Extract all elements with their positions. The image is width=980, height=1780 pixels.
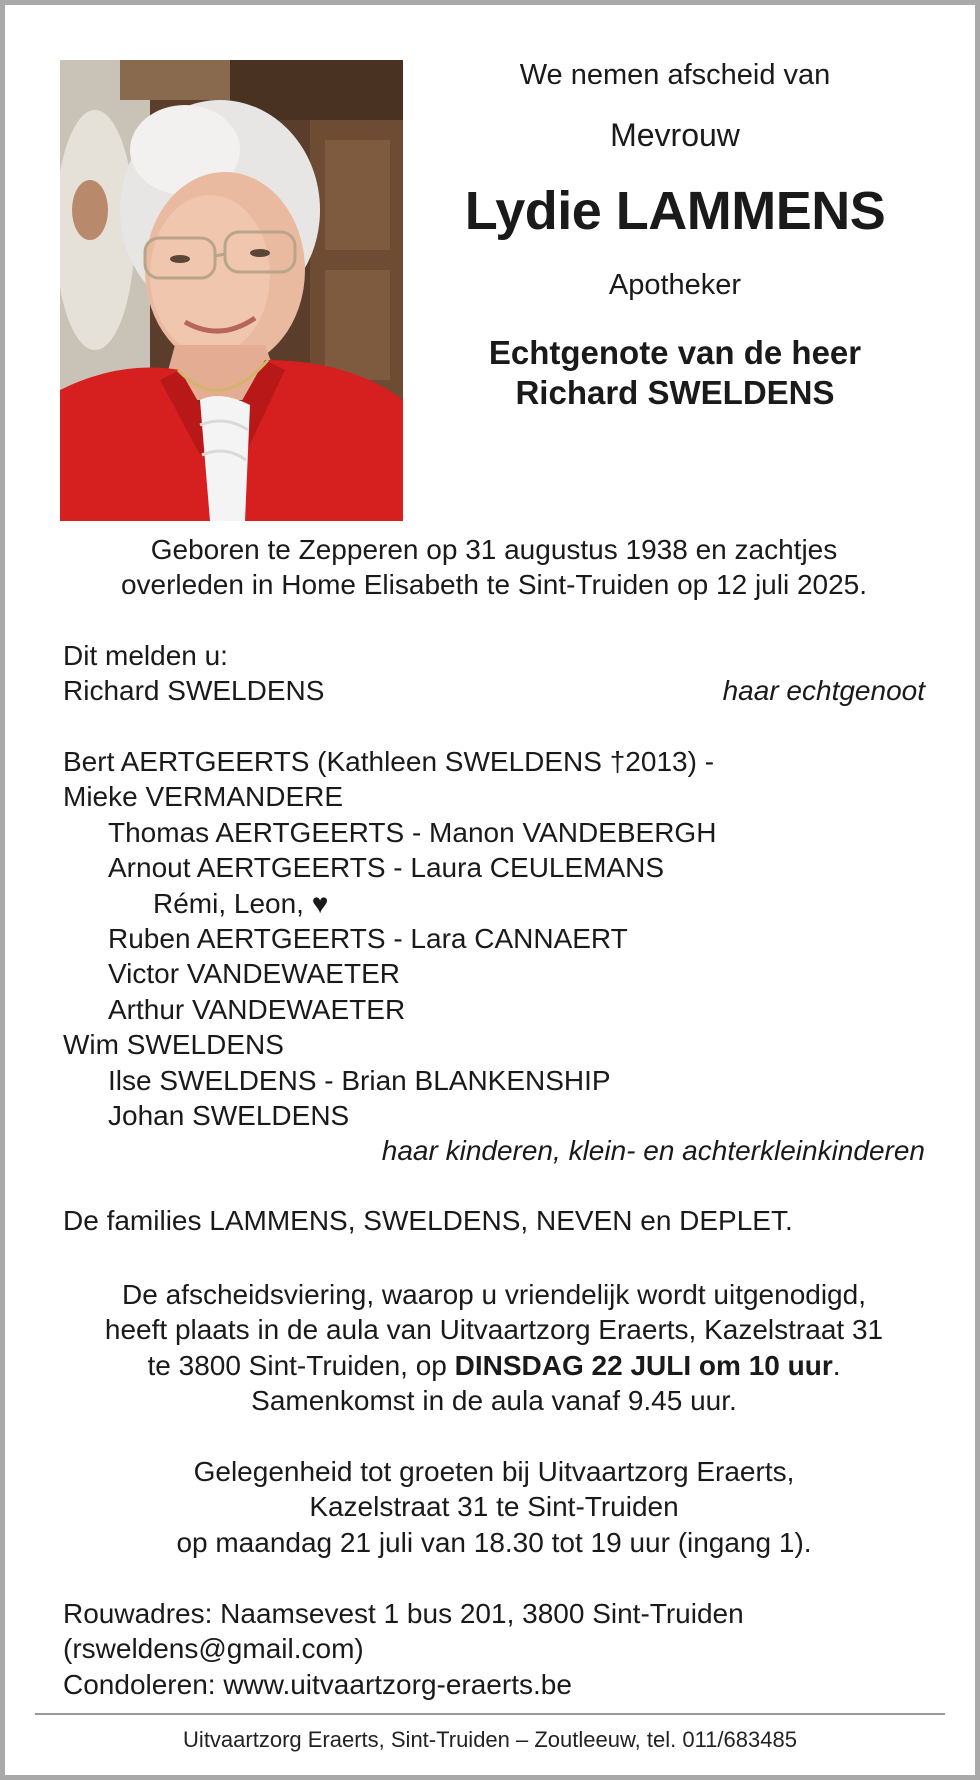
profession: Apotheker	[608, 269, 742, 301]
title-word: Mevrouw	[610, 117, 740, 153]
footer-text: Uitvaartzorg Eraerts, Sint-Truiden – Zoutleeuw, tel. 011/683485	[183, 1727, 797, 1752]
spouse-block	[445, 333, 905, 413]
family-line: Thomas AERTGEERTS - Manon VANDEBERGH	[108, 816, 717, 848]
deceased-name: Lydie LAMMENS	[464, 181, 886, 241]
family-line: Wim SWELDENS	[63, 1029, 284, 1061]
family-line: Johan SWELDENS	[108, 1100, 350, 1132]
family-line: Arthur VANDEWAETER	[108, 993, 406, 1025]
spouse-row	[63, 673, 925, 708]
ceremony-date: DINSDAG 22 JULI om 10 uur	[454, 1349, 833, 1381]
spouse-name: Richard SWELDENS	[63, 675, 325, 707]
family-line: Bert AERTGEERTS (Kathleen SWELDENS †2013) -	[63, 746, 715, 777]
family-line: Rémi, Leon, ♥	[153, 887, 329, 919]
family-line: Ruben AERTGEERTS - Lara CANNAERT	[108, 923, 628, 955]
ceremony-line-3-post: .	[832, 1349, 841, 1381]
spouse-line-1: Echtgenote van de heer	[488, 334, 862, 371]
birth-line-1: Geboren te Zepperen op 31 augustus 1938 en zachtjes	[150, 534, 838, 565]
families-line: De families LAMMENS, SWELDENS, NEVEN en DEPLET.	[63, 1205, 793, 1236]
footer-divider	[35, 1713, 945, 1715]
ceremony-line-3	[63, 1348, 925, 1383]
contact-email[interactable]: (rsweldens@gmail.com)	[63, 1633, 364, 1665]
announcement-block	[63, 638, 925, 709]
family-line: Victor VANDEWAETER	[108, 958, 400, 990]
announcement-intro: Dit melden u:	[63, 640, 228, 671]
visitation-line-3: op maandag 21 juli van 18.30 tot 19 uur (ingang 1).	[176, 1526, 812, 1558]
family-role: haar kinderen, klein- en achterkleinkinderen	[381, 1135, 925, 1167]
family-line: Mieke VERMANDERE	[63, 781, 344, 813]
visitation-line-2: Kazelstraat 31 te Sint-Truiden	[309, 1491, 679, 1523]
spouse-role: haar echtgenoot	[722, 675, 925, 707]
family-list	[63, 744, 925, 1169]
visitation-line-1: Gelegenheid tot groeten bij Uitvaartzorg Eraerts,	[193, 1456, 795, 1487]
birth-line-2: overleden in Home Elisabeth te Sint-Truiden op 12 juli 2025.	[120, 569, 868, 601]
visitation-block	[63, 1454, 925, 1560]
ceremony-block	[63, 1277, 925, 1419]
ceremony-line-1: De afscheidsviering, waarop u vriendelijk wordt uitgenodigd,	[122, 1279, 866, 1310]
spouse-line-2: Richard SWELDENS	[515, 374, 835, 411]
intro-text: We nemen afscheid van	[519, 59, 831, 91]
contact-block	[63, 1596, 925, 1702]
condolences-link[interactable]: Condoleren: www.uitvaartzorg-eraerts.be	[63, 1668, 572, 1700]
ceremony-line-2: heeft plaats in de aula van Uitvaartzorg Eraerts, Kazelstraat 31	[104, 1314, 884, 1346]
header-block	[445, 55, 905, 413]
ceremony-line-3-pre: te 3800 Sint-Truiden, op	[147, 1349, 455, 1381]
family-line: Arnout AERTGEERTS - Laura CEULEMANS	[108, 852, 665, 884]
family-line: Ilse SWELDENS - Brian BLANKENSHIP	[108, 1064, 611, 1096]
ceremony-line-4: Samenkomst in de aula vanaf 9.45 uur.	[251, 1385, 737, 1417]
birth-death-text	[63, 532, 925, 603]
portrait-photo	[60, 60, 403, 521]
mourning-address: Rouwadres: Naamsevest 1 bus 201, 3800 Sint-Truiden	[63, 1598, 744, 1629]
